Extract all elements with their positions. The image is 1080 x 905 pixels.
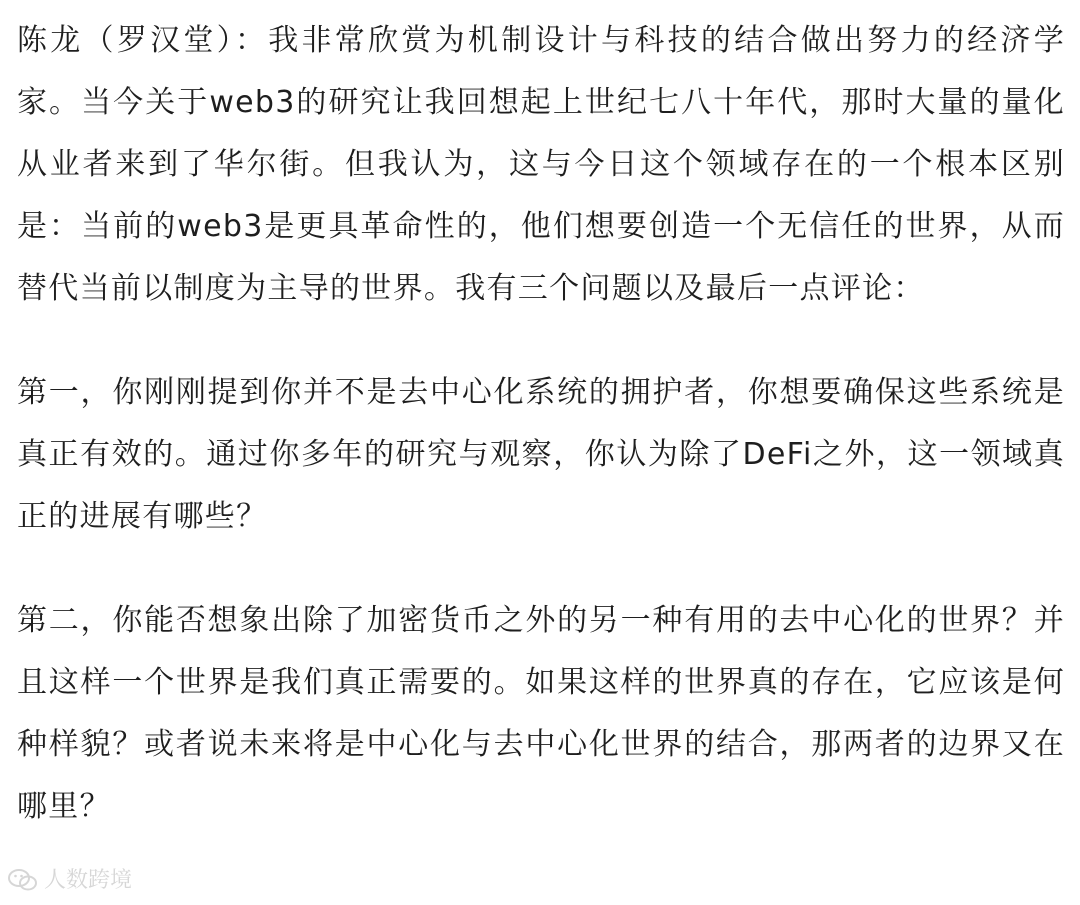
paragraph-question-1: 第一，你刚刚提到你并不是去中心化系统的拥护者，你想要确保这些系统是真正有效的。通过你多年的研究与观察，你认为除了DeFi之外，这一领域真正的进展有哪些？ [17,375,1065,534]
paragraph-intro: 陈龙（罗汉堂）：我非常欣赏为机制设计与科技的结合做出努力的经济学家。当今关于web3的研究让我回想起上世纪七八十年代，那时大量的量化从业者来到了华尔街。但我认为，这与今日这个领域存在的一个根本区别是：当前的web3是更具革命性的，他们想要创造一个无信任的世界，从而替代当前以制度为主导的世界。我有三个问题以及最后一点评论： [17,23,1065,306]
watermark [8,868,132,892]
watermark-text: 人数跨境 [44,867,133,892]
paragraph-question-2: 第二，你能否想象出除了加密货币之外的另一种有用的去中心化的世界？并且这样一个世界是我们真正需要的。如果这样的世界真的存在，它应该是何种样貌？或者说未来将是中心化与去中心化世界的结合，那两者的边界又在哪里？ [17,603,1065,824]
wechat-logo-icon [8,868,38,892]
article-body [17,10,1065,838]
